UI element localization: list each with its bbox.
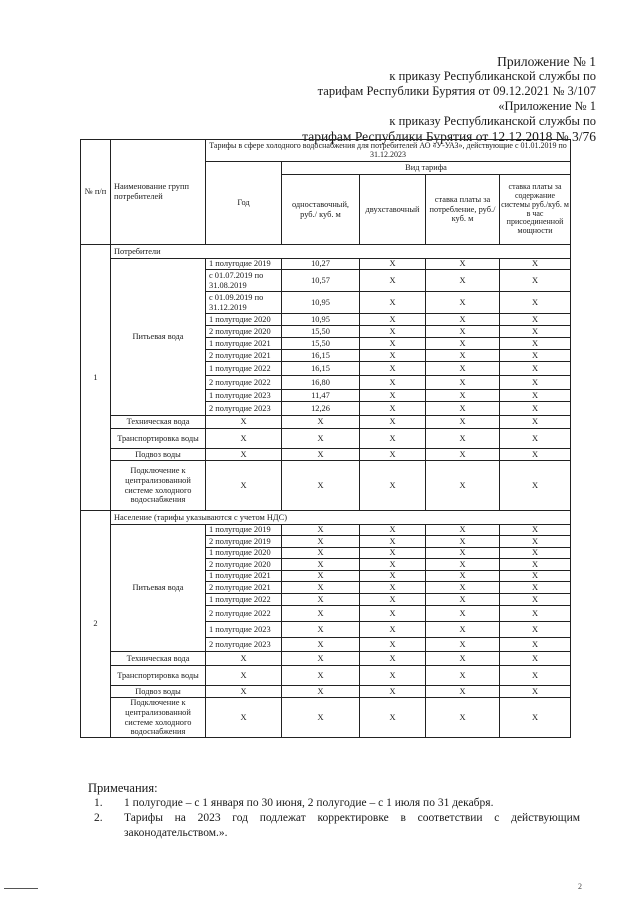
period-cell: 2 полугодие 2019 bbox=[206, 536, 282, 548]
period-cell: 2 полугодие 2023 bbox=[206, 638, 282, 652]
two-rate-value: X bbox=[360, 582, 426, 594]
two-rate-value: X bbox=[360, 270, 426, 292]
single-rate-value: 16,15 bbox=[282, 350, 360, 362]
service-row bbox=[81, 416, 571, 429]
maintenance-rate-value: X bbox=[500, 698, 571, 738]
consumption-rate-value: X bbox=[426, 376, 500, 390]
two-rate-value: X bbox=[360, 652, 426, 666]
two-rate-value: X bbox=[360, 449, 426, 461]
two-rate-value: X bbox=[360, 390, 426, 402]
service-name: Транспортировка воды bbox=[111, 429, 206, 449]
period-cell: 1 полугодие 2019 bbox=[206, 259, 282, 270]
note-text: Тарифы на 2023 год подлежат корректировке в соответствии с действующим законодательством.». bbox=[124, 812, 580, 839]
maintenance-rate-value: X bbox=[500, 686, 571, 698]
year-value: X bbox=[206, 652, 282, 666]
year-value: X bbox=[206, 666, 282, 686]
consumption-rate-value: X bbox=[426, 390, 500, 402]
single-rate-value: X bbox=[282, 582, 360, 594]
tariff-table-body bbox=[81, 140, 571, 738]
section-title-row bbox=[81, 245, 571, 259]
single-rate-value: X bbox=[282, 698, 360, 738]
period-cell: 1 полугодие 2023 bbox=[206, 622, 282, 638]
year-value: X bbox=[206, 449, 282, 461]
period-cell: 2 полугодие 2022 bbox=[206, 606, 282, 622]
two-rate-value: X bbox=[360, 536, 426, 548]
header-line-5: к приказу Республиканской службы по bbox=[389, 114, 596, 128]
two-rate-value: X bbox=[360, 326, 426, 338]
section-title: Население (тарифы указываются с учетом НДС) bbox=[111, 511, 571, 525]
two-rate-value: X bbox=[360, 292, 426, 314]
consumption-rate-value: X bbox=[426, 338, 500, 350]
service-name: Техническая вода bbox=[111, 416, 206, 429]
two-rate-value: X bbox=[360, 594, 426, 606]
period-cell: с 01.07.2019 по 31.08.2019 bbox=[206, 270, 282, 292]
single-rate-value: X bbox=[282, 652, 360, 666]
note-number: 1. bbox=[94, 797, 103, 809]
service-name: Транспортировка воды bbox=[111, 666, 206, 686]
period-cell: 2 полугодие 2022 bbox=[206, 376, 282, 390]
two-rate-value: X bbox=[360, 338, 426, 350]
period-cell: 2 полугодие 2020 bbox=[206, 559, 282, 571]
maintenance-rate-value: X bbox=[500, 292, 571, 314]
single-rate-value: X bbox=[282, 666, 360, 686]
single-rate-value: X bbox=[282, 622, 360, 638]
maintenance-rate-value: X bbox=[500, 622, 571, 638]
consumption-rate-value: X bbox=[426, 666, 500, 686]
two-rate-value: X bbox=[360, 350, 426, 362]
year-value: X bbox=[206, 416, 282, 429]
service-row bbox=[81, 686, 571, 698]
single-rate-value: X bbox=[282, 449, 360, 461]
sub-header-consumption-rate: ставка платы за потребление, руб./ куб. м bbox=[426, 175, 500, 245]
period-cell: 1 полугодие 2022 bbox=[206, 362, 282, 376]
header-line-2: к приказу Республиканской службы по bbox=[389, 69, 596, 83]
single-rate-value: 11,47 bbox=[282, 390, 360, 402]
single-rate-value: X bbox=[282, 638, 360, 652]
tariff-table bbox=[80, 139, 571, 738]
section-title-row bbox=[81, 511, 571, 525]
consumption-rate-value: X bbox=[426, 622, 500, 638]
col-year-header: Год bbox=[206, 162, 282, 245]
service-row bbox=[81, 449, 571, 461]
note-number: 2. bbox=[94, 812, 103, 824]
maintenance-rate-value: X bbox=[500, 416, 571, 429]
two-rate-value: X bbox=[360, 638, 426, 652]
section-number: 2 bbox=[81, 511, 111, 738]
two-rate-value: X bbox=[360, 314, 426, 326]
single-rate-value: X bbox=[282, 571, 360, 582]
header-line-1: Приложение № 1 bbox=[497, 54, 596, 69]
maintenance-rate-value: X bbox=[500, 652, 571, 666]
service-row bbox=[81, 698, 571, 738]
single-rate-value: X bbox=[282, 536, 360, 548]
maintenance-rate-value: X bbox=[500, 536, 571, 548]
single-rate-value: 12,26 bbox=[282, 402, 360, 416]
year-value: X bbox=[206, 429, 282, 449]
single-rate-value: 10,95 bbox=[282, 314, 360, 326]
two-rate-value: X bbox=[360, 686, 426, 698]
period-cell: 1 полугодие 2020 bbox=[206, 548, 282, 559]
period-cell: 2 полугодие 2020 bbox=[206, 326, 282, 338]
maintenance-rate-value: X bbox=[500, 571, 571, 582]
sub-header-single-rate: одноставочный, руб./ куб. м bbox=[282, 175, 360, 245]
service-name: Подключение к централизованной системе холодного водоснабжения bbox=[111, 698, 206, 738]
single-rate-value: 16,80 bbox=[282, 376, 360, 390]
col-num-header: № п/п bbox=[81, 140, 111, 245]
maintenance-rate-value: X bbox=[500, 376, 571, 390]
single-rate-value: 10,57 bbox=[282, 270, 360, 292]
single-rate-value: X bbox=[282, 594, 360, 606]
header-line-4: «Приложение № 1 bbox=[498, 99, 596, 113]
period-cell: 1 полугодие 2019 bbox=[206, 525, 282, 536]
consumption-rate-value: X bbox=[426, 536, 500, 548]
period-cell: 1 полугодие 2023 bbox=[206, 390, 282, 402]
col-tariffs-header: Тарифы в сфере холодного водоснабжения для потребителей АО «У-УАЗ», действующие с 01.01.2019 по 31.12.2023 bbox=[206, 140, 571, 162]
service-name: Подключение к централизованной системе холодного водоснабжения bbox=[111, 461, 206, 511]
maintenance-rate-value: X bbox=[500, 326, 571, 338]
consumption-rate-value: X bbox=[426, 402, 500, 416]
consumption-rate-value: X bbox=[426, 449, 500, 461]
single-rate-value: X bbox=[282, 559, 360, 571]
single-rate-value: X bbox=[282, 686, 360, 698]
period-cell: с 01.09.2019 по 31.12.2019 bbox=[206, 292, 282, 314]
two-rate-value: X bbox=[360, 622, 426, 638]
single-rate-value: 16,15 bbox=[282, 362, 360, 376]
single-rate-value: X bbox=[282, 606, 360, 622]
service-name: Подвоз воды bbox=[111, 686, 206, 698]
period-cell: 1 полугодие 2022 bbox=[206, 594, 282, 606]
note-item bbox=[80, 796, 580, 811]
page-number: 2 bbox=[578, 882, 582, 891]
maintenance-rate-value: X bbox=[500, 548, 571, 559]
maintenance-rate-value: X bbox=[500, 449, 571, 461]
single-rate-value: 15,50 bbox=[282, 338, 360, 350]
section-title: Потребители bbox=[111, 245, 571, 259]
maintenance-rate-value: X bbox=[500, 314, 571, 326]
note-item bbox=[80, 811, 580, 841]
notes-title: Примечания: bbox=[88, 781, 158, 795]
consumption-rate-value: X bbox=[426, 362, 500, 376]
consumption-rate-value: X bbox=[426, 638, 500, 652]
two-rate-value: X bbox=[360, 416, 426, 429]
consumption-rate-value: X bbox=[426, 314, 500, 326]
period-cell: 2 полугодие 2023 bbox=[206, 402, 282, 416]
sub-header-two-rate: двухставочный bbox=[360, 175, 426, 245]
single-rate-value: X bbox=[282, 461, 360, 511]
two-rate-value: X bbox=[360, 461, 426, 511]
section-number: 1 bbox=[81, 245, 111, 511]
year-value: X bbox=[206, 461, 282, 511]
year-value: X bbox=[206, 698, 282, 738]
consumption-rate-value: X bbox=[426, 559, 500, 571]
maintenance-rate-value: X bbox=[500, 666, 571, 686]
maintenance-rate-value: X bbox=[500, 525, 571, 536]
period-cell: 1 полугодие 2021 bbox=[206, 338, 282, 350]
header-line-3: тарифам Республики Бурятия от 09.12.2021 № 3/107 bbox=[317, 84, 596, 98]
service-row bbox=[81, 429, 571, 449]
period-cell: 1 полугодие 2021 bbox=[206, 571, 282, 582]
header-line-6: тарифам Республики Бурятия от 12.12.2018 № 3/76 bbox=[302, 129, 596, 144]
service-row bbox=[81, 666, 571, 686]
consumption-rate-value: X bbox=[426, 652, 500, 666]
maintenance-rate-value: X bbox=[500, 461, 571, 511]
col-group-header: Наименование групп потребителей bbox=[111, 140, 206, 245]
maintenance-rate-value: X bbox=[500, 606, 571, 622]
maintenance-rate-value: X bbox=[500, 362, 571, 376]
two-rate-value: X bbox=[360, 525, 426, 536]
two-rate-value: X bbox=[360, 362, 426, 376]
period-cell: 2 полугодие 2021 bbox=[206, 350, 282, 362]
maintenance-rate-value: X bbox=[500, 582, 571, 594]
period-cell: 2 полугодие 2021 bbox=[206, 582, 282, 594]
consumption-rate-value: X bbox=[426, 525, 500, 536]
footer-divider bbox=[4, 888, 38, 889]
single-rate-value: X bbox=[282, 429, 360, 449]
consumption-rate-value: X bbox=[426, 350, 500, 362]
maintenance-rate-value: X bbox=[500, 270, 571, 292]
two-rate-value: X bbox=[360, 402, 426, 416]
notes-block bbox=[80, 781, 580, 841]
maintenance-rate-value: X bbox=[500, 638, 571, 652]
consumption-rate-value: X bbox=[426, 259, 500, 270]
two-rate-value: X bbox=[360, 559, 426, 571]
maintenance-rate-value: X bbox=[500, 594, 571, 606]
consumption-rate-value: X bbox=[426, 686, 500, 698]
consumption-rate-value: X bbox=[426, 571, 500, 582]
two-rate-value: X bbox=[360, 666, 426, 686]
consumption-rate-value: X bbox=[426, 698, 500, 738]
service-row bbox=[81, 461, 571, 511]
consumption-rate-value: X bbox=[426, 416, 500, 429]
single-rate-value: 10,27 bbox=[282, 259, 360, 270]
maintenance-rate-value: X bbox=[500, 338, 571, 350]
consumption-rate-value: X bbox=[426, 270, 500, 292]
consumption-rate-value: X bbox=[426, 548, 500, 559]
single-rate-value: X bbox=[282, 525, 360, 536]
two-rate-value: X bbox=[360, 429, 426, 449]
maintenance-rate-value: X bbox=[500, 402, 571, 416]
period-cell: 1 полугодие 2020 bbox=[206, 314, 282, 326]
single-rate-value: 10,95 bbox=[282, 292, 360, 314]
service-name: Подвоз воды bbox=[111, 449, 206, 461]
period-row bbox=[81, 259, 571, 270]
drinking-water-label: Питьевая вода bbox=[111, 259, 206, 416]
note-text: 1 полугодие – с 1 января по 30 июня, 2 полугодие – с 1 июля по 31 декабря. bbox=[124, 797, 494, 809]
two-rate-value: X bbox=[360, 259, 426, 270]
consumption-rate-value: X bbox=[426, 461, 500, 511]
two-rate-value: X bbox=[360, 376, 426, 390]
period-row bbox=[81, 525, 571, 536]
consumption-rate-value: X bbox=[426, 292, 500, 314]
drinking-water-label: Питьевая вода bbox=[111, 525, 206, 652]
consumption-rate-value: X bbox=[426, 594, 500, 606]
sub-header-maintenance-rate: ставка платы за содержание системы руб./куб. м в час присоединенной мощности bbox=[500, 175, 571, 245]
maintenance-rate-value: X bbox=[500, 429, 571, 449]
service-row bbox=[81, 652, 571, 666]
consumption-rate-value: X bbox=[426, 582, 500, 594]
maintenance-rate-value: X bbox=[500, 390, 571, 402]
single-rate-value: 15,50 bbox=[282, 326, 360, 338]
consumption-rate-value: X bbox=[426, 606, 500, 622]
document-header bbox=[302, 54, 596, 144]
two-rate-value: X bbox=[360, 571, 426, 582]
single-rate-value: X bbox=[282, 416, 360, 429]
year-value: X bbox=[206, 686, 282, 698]
two-rate-value: X bbox=[360, 548, 426, 559]
maintenance-rate-value: X bbox=[500, 559, 571, 571]
col-kind-header: Вид тарифа bbox=[282, 162, 571, 175]
two-rate-value: X bbox=[360, 606, 426, 622]
two-rate-value: X bbox=[360, 698, 426, 738]
consumption-rate-value: X bbox=[426, 326, 500, 338]
service-name: Техническая вода bbox=[111, 652, 206, 666]
single-rate-value: X bbox=[282, 548, 360, 559]
maintenance-rate-value: X bbox=[500, 350, 571, 362]
maintenance-rate-value: X bbox=[500, 259, 571, 270]
consumption-rate-value: X bbox=[426, 429, 500, 449]
